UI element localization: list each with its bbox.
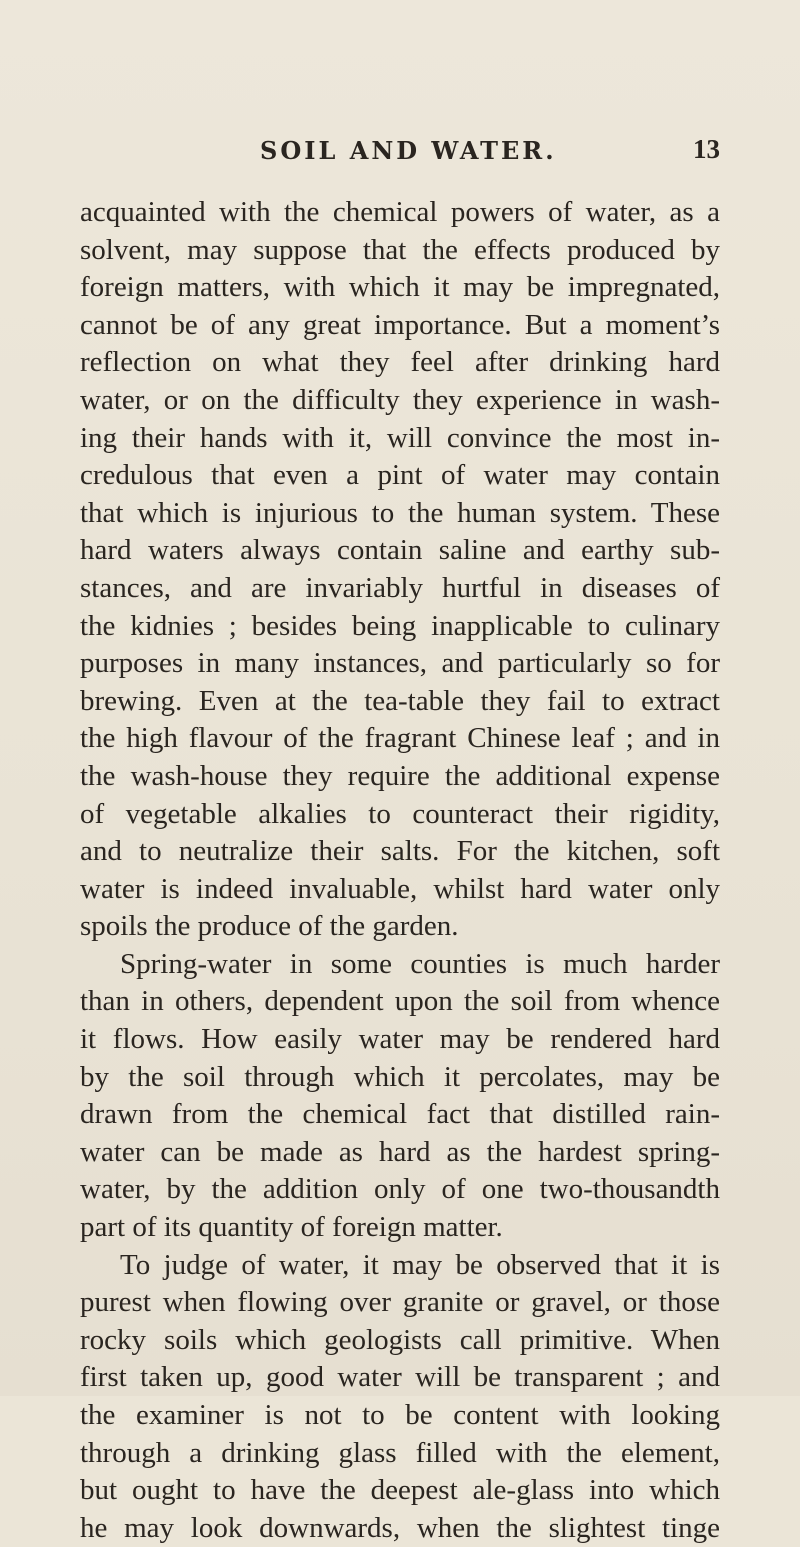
text-line: spoils the produce of the garden. <box>80 910 459 943</box>
text-line: the kidnies ; besides being inapplicable to culinary <box>80 609 720 642</box>
text-line: drawn from the chemical fact that distilled rain- <box>80 1098 720 1131</box>
text-line: purest when flowing over granite or gravel, or those <box>80 1286 720 1319</box>
text-line: acquainted with the chemical powers of water, as a <box>80 196 720 228</box>
text-line: ing their hands with it, will convince the most in- <box>80 421 720 454</box>
text-line: than in others, dependent upon the soil from whence <box>80 985 720 1018</box>
text-line: brewing. Even at the tea-table they fail to extract <box>80 684 720 717</box>
text-line: water is indeed invaluable, whilst hard water only <box>80 872 720 905</box>
text-line: that which is injurious to the human system. These <box>80 496 720 529</box>
text-line: water, or on the difficulty they experience in wash- <box>80 383 720 416</box>
text-line: purposes in many instances, and particularly so for <box>80 647 720 680</box>
text-line: it flows. How easily water may be rendered hard <box>80 1023 720 1056</box>
text-line: through a drinking glass filled with the element, <box>80 1436 720 1469</box>
text-line: rocky soils which geologists call primitive. When <box>80 1323 720 1356</box>
text-line: the high flavour of the fragrant Chinese leaf ; and in <box>80 722 720 755</box>
text-line: foreign matters, with which it may be impregnated, <box>80 271 720 304</box>
running-title: SOIL AND WATER. <box>260 136 557 165</box>
running-head <box>80 136 720 170</box>
text-line: the examiner is not to be content with looking <box>80 1399 720 1431</box>
text-line: credulous that even a pint of water may contain <box>80 459 720 492</box>
text-line: reflection on what they feel after drinking hard <box>80 346 720 379</box>
text-line: first taken up, good water will be transparent ; and <box>80 1361 720 1394</box>
text-line: by the soil through which it percolates, may be <box>80 1060 720 1093</box>
page-number: 13 <box>693 134 720 164</box>
text-line: Spring-water in some counties is much harder <box>120 947 720 980</box>
text-line: but ought to have the deepest ale-glass into which <box>80 1474 720 1507</box>
text-line: he may look downwards, when the slightest tinge <box>80 1511 720 1544</box>
text-line: stances, and are invariably hurtful in diseases of <box>80 571 720 604</box>
text-line: and to neutralize their salts. For the kitchen, soft <box>80 835 720 868</box>
text-line: solvent, may suppose that the effects produced by <box>80 233 720 266</box>
text-line: water can be made as hard as the hardest spring- <box>80 1135 720 1168</box>
text-line: hard waters always contain saline and earthy sub- <box>80 534 720 567</box>
text-line: the wash-house they require the additional expense <box>80 759 720 792</box>
text-line: To judge of water, it may be observed that it is <box>120 1248 720 1281</box>
text-line: part of its quantity of foreign matter. <box>80 1211 503 1244</box>
text-line: water, by the addition only of one two-thousandth <box>80 1173 720 1206</box>
body-text <box>80 194 720 1547</box>
text-line: of vegetable alkalies to counteract their rigidity, <box>80 797 720 830</box>
text-line: cannot be of any great importance. But a moment’s <box>80 308 720 341</box>
